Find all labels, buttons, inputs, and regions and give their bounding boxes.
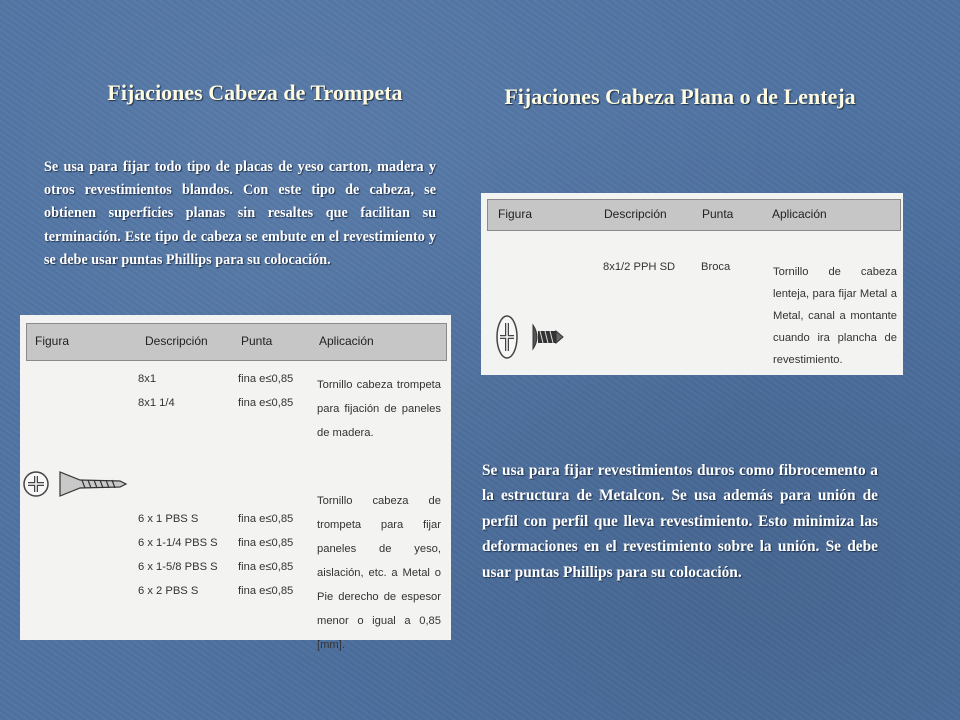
table-header-row (26, 323, 447, 361)
trumpet-screw-icon (22, 463, 132, 505)
flat-head-title: Fijaciones Cabeza Plana o de Lenteja (504, 84, 856, 109)
description-cell: 6 x 1-5/8 PBS S (138, 561, 218, 573)
flat-head-description: Se usa para fijar revestimientos duros como fibrocemento a la estructura de Metalcon. Se usa además para unión de perfil con perfil que lleva revestimiento. Esto minimiza las deformaciones en el revestimiento sobre la unión. Se debe usar puntas Phillips para su colocación. (482, 462, 878, 581)
description-cell: 8x1/2 PPH SD (603, 261, 676, 273)
header-figura: Figura (498, 207, 533, 221)
tip-cell: Broca (701, 261, 731, 273)
application-cell: Tornillo de cabeza lenteja, para fijar Metal a Metal, canal a montante cuando ira plancha de revestimiento. (773, 266, 897, 366)
description-cell: 6 x 1-1/4 PBS S (138, 537, 218, 549)
tip-cell: fina e≤0,85 (238, 513, 294, 525)
header-figura: Figura (35, 334, 70, 348)
trumpet-head-description: Se usa para fijar todo tipo de placas de yeso carton, madera y otros revestimientos blandos. Con este tipo de cabeza, se obtienen superficies planas sin resaltes que facilitan su terminación. Este tipo de cabeza se embute en el revestimiento y se debe usar puntas Phillips para su colocación. (44, 159, 436, 268)
description-cell: 8x1 (138, 373, 157, 385)
description-cell: 6 x 2 PBS S (138, 585, 199, 597)
tip-cell: fina e≤0,85 (238, 373, 294, 385)
description-cell: 8x1 1/4 (138, 397, 175, 409)
header-descripcion: Descripción (604, 207, 667, 221)
header-punta: Punta (702, 207, 734, 221)
tip-cell: fina e≤0,85 (238, 561, 294, 573)
description-cell: 6 x 1 PBS S (138, 513, 199, 525)
tip-cell: fina e≤0,85 (238, 585, 294, 597)
header-aplicacion: Aplicación (319, 334, 374, 348)
header-aplicacion: Aplicación (772, 207, 827, 221)
application-cell: Tornillo cabeza trompeta para fijación de paneles de madera. (317, 379, 441, 439)
flat-head-screw-icon (495, 311, 575, 363)
flat-head-screw-table (481, 193, 903, 375)
table-header-row (487, 199, 901, 231)
header-descripcion: Descripción (145, 334, 208, 348)
trumpet-screw-table (20, 315, 451, 651)
trumpet-head-title: Fijaciones Cabeza de Trompeta (107, 80, 403, 105)
tip-cell: fina e≤0,85 (238, 397, 294, 409)
application-cell: Tornillo cabeza de trompeta para fijar paneles de yeso, aislación, etc. a Metal o Pie derecho de espesor menor o igual a 0,85 [mm]. (317, 495, 441, 651)
header-punta: Punta (241, 334, 273, 348)
tip-cell: fina e≤0,85 (238, 537, 294, 549)
